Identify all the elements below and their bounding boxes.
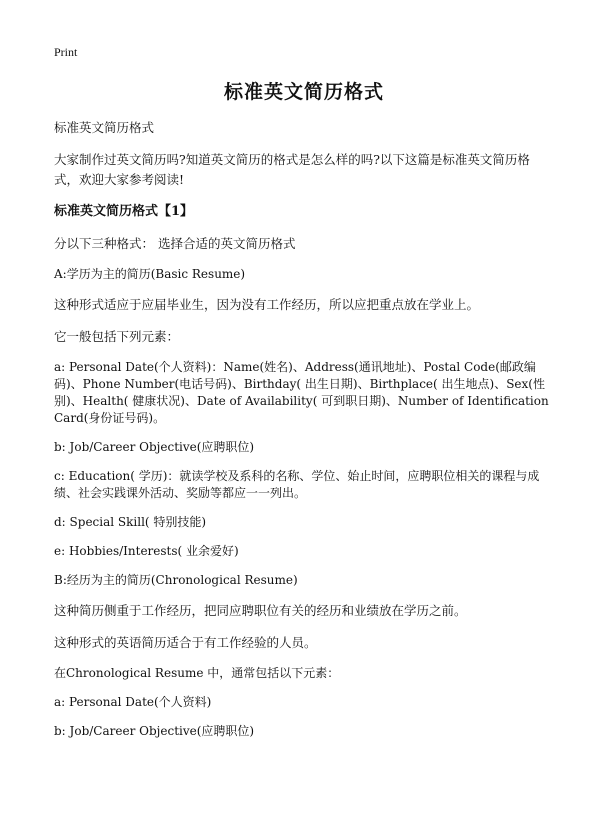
basic-resume-heading: A:学历为主的简历(Basic Resume) (54, 267, 246, 281)
formats-intro: 分以下三种格式： 选择合适的英文简历格式 (54, 236, 296, 251)
document-title: 标准英文简历格式 (223, 81, 384, 103)
subtitle-paragraph: 标准英文简历格式 (54, 120, 155, 135)
chronological-resume-heading: B:经历为主的简历(Chronological Resume) (54, 573, 298, 587)
chronological-description: 这种简历侧重于工作经历，把同应聘职位有关的经历和业绩放在学历之前。 (54, 603, 467, 618)
personal-data-item: a: Personal Date(个人资料)：Name(姓名)、Address(通讯地址)、Postal Code(邮政编码)、Phone Number(电话号码)、Birthday( 出生日期)、Birthplace( 出生地点)、Sex(性别)、Health( 健康状况)、Date of Availability( 可到职日期)、Number of Identification Card(身份证号码)。 (54, 360, 549, 425)
hobbies-item: e: Hobbies/Interests( 业余爱好) (54, 544, 239, 558)
section-heading: 标准英文简历格式【1】 (54, 204, 194, 219)
job-objective-item: b: Job/Career Objective(应聘职位) (54, 440, 255, 454)
special-skill-item: d: Special Skill( 特别技能) (54, 515, 207, 529)
print-link[interactable]: Print (54, 45, 78, 59)
chronological-job-objective-item: b: Job/Career Objective(应聘职位) (54, 724, 255, 738)
intro-paragraph: 大家制作过英文简历吗?知道英文简历的格式是怎么样的吗?以下这篇是标准英文简历格式，欢迎大家参考阅读! (54, 152, 530, 187)
education-item: c: Education( 学历)：就读学校及系科的名称、学位、始止时间，应聘职位相关的课程与成绩、社会实践课外活动、奖励等都应一一列出。 (54, 469, 540, 500)
elements-intro: 它一般包括下列元素： (54, 329, 180, 344)
chronological-personal-data-item: a: Personal Date(个人资料) (54, 695, 212, 709)
basic-resume-description: 这种形式适应于应届毕业生，因为没有工作经历，所以应把重点放在学业上。 (54, 297, 480, 312)
chronological-suitability: 这种形式的英语简历适合于有工作经验的人员。 (54, 635, 317, 650)
chronological-elements-intro: 在Chronological Resume 中，通常包括以下元素： (54, 666, 340, 680)
